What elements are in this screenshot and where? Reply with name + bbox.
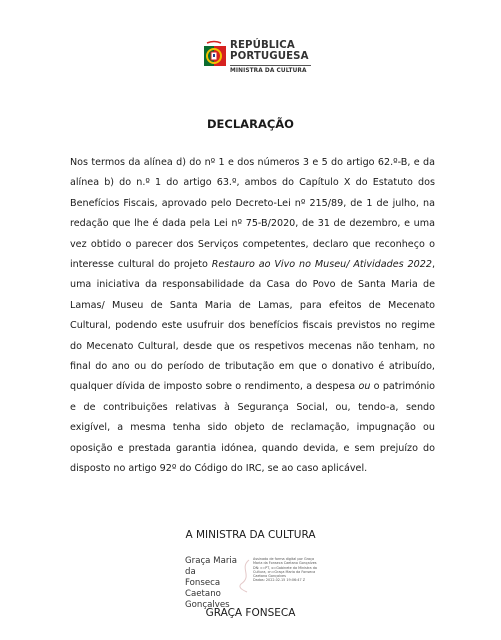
logo-line-republica: REPÚBLICA xyxy=(230,40,295,51)
body-line-emphasis xyxy=(70,377,435,397)
signature-name-line: Graça Maria da xyxy=(185,556,238,577)
signature-details xyxy=(253,557,323,583)
logo-ministry: MINISTRA DA CULTURA xyxy=(230,68,307,74)
body-line: vez obtido o parecer dos Serviços competentes, declaro que reconheço o xyxy=(70,238,435,250)
body-line-project xyxy=(70,255,435,275)
project-name: Restauro ao Vivo no Museu/ Atividades 2022 xyxy=(211,259,432,271)
logo-line-portuguesa: PORTUGUESA xyxy=(230,51,309,62)
body-line: Lamas/ Museu de Santa Maria de Lamas, para efeitos de Mecenato xyxy=(70,299,435,311)
signature-detail-line: Assinado de forma digital por Graça xyxy=(253,557,315,561)
republic-logo xyxy=(203,40,313,80)
body-text-segment: , xyxy=(431,259,435,271)
body-line: alínea b) do n.º 1 do artigo 63.º, ambos do Capítulo X do Estatuto dos xyxy=(70,177,435,189)
body-line: Cultural, podendo este usufruir dos benefícios fiscais previstos no regime xyxy=(70,320,435,332)
signature-stroke-icon xyxy=(235,558,255,594)
signature-detail-line: Maria da Fonseca Caetano Gonçalves xyxy=(253,561,317,566)
body-line: oposição e prestada garantia idónea, quando devida, e sem prejuízo do xyxy=(70,442,435,454)
body-line: e de contribuições relativas à Segurança Social, ou, tendo-a, sendo xyxy=(70,401,435,413)
coat-of-arms-icon xyxy=(203,40,229,70)
page-title: DECLARAÇÃO xyxy=(207,117,294,131)
body-line: do Mecenato Cultural, desde que os respetivos mecenas não tenham, no xyxy=(70,340,435,352)
body-line: redação que lhe é dada pela Lei nº 75-B/2020, de 31 de dezembro, e uma xyxy=(70,218,435,230)
signature-name-line: Gonçalves xyxy=(185,600,230,610)
signatory-role: A MINISTRA DA CULTURA xyxy=(185,529,316,541)
body-line: Benefícios Fiscais, aprovado pelo Decreto-Lei nº 215/89, de 1 de julho, na xyxy=(70,197,435,209)
signature-detail-line: Dados: 2022.02.15 19:06:47 Z xyxy=(253,578,306,583)
body-line: exigível, a mesma tenha sido objeto de reclamação, impugnação ou xyxy=(70,422,435,434)
body-line: uma iniciativa da responsabilidade da Casa do Povo de Santa Maria de xyxy=(70,279,435,291)
body-line: disposto no artigo 92º do Código do IRC, se ao caso aplicável. xyxy=(70,463,368,475)
body-text-segment: interesse cultural do projeto xyxy=(70,259,212,271)
body-line: final do ano ou do período de tributação em que o donativo é atribuído, xyxy=(70,361,435,373)
logo-divider xyxy=(230,65,311,66)
signature-detail-line: Cultura, cn=Graça Maria da Fonseca xyxy=(253,569,316,574)
signature-detail-line: DN: c=PT, o=Gabinete da Ministra da xyxy=(253,565,317,570)
signature-name-line: Fonseca Caetano xyxy=(185,578,221,599)
digital-signature xyxy=(185,556,325,610)
signer-name: GRAÇA FONSECA xyxy=(205,607,296,619)
body-text-segment: qualquer dívida de imposto sobre o rendimento, a despesa xyxy=(70,381,359,393)
emphasis-ou: ou xyxy=(358,381,371,393)
body-text-segment: o património xyxy=(370,381,435,393)
declaration-body xyxy=(70,153,435,480)
signature-detail-line: Caetano Gonçalves xyxy=(253,574,286,579)
body-line: Nos termos da alínea d) do nº 1 e dos números 3 e 5 do artigo 62.º-B, e da xyxy=(70,157,435,168)
